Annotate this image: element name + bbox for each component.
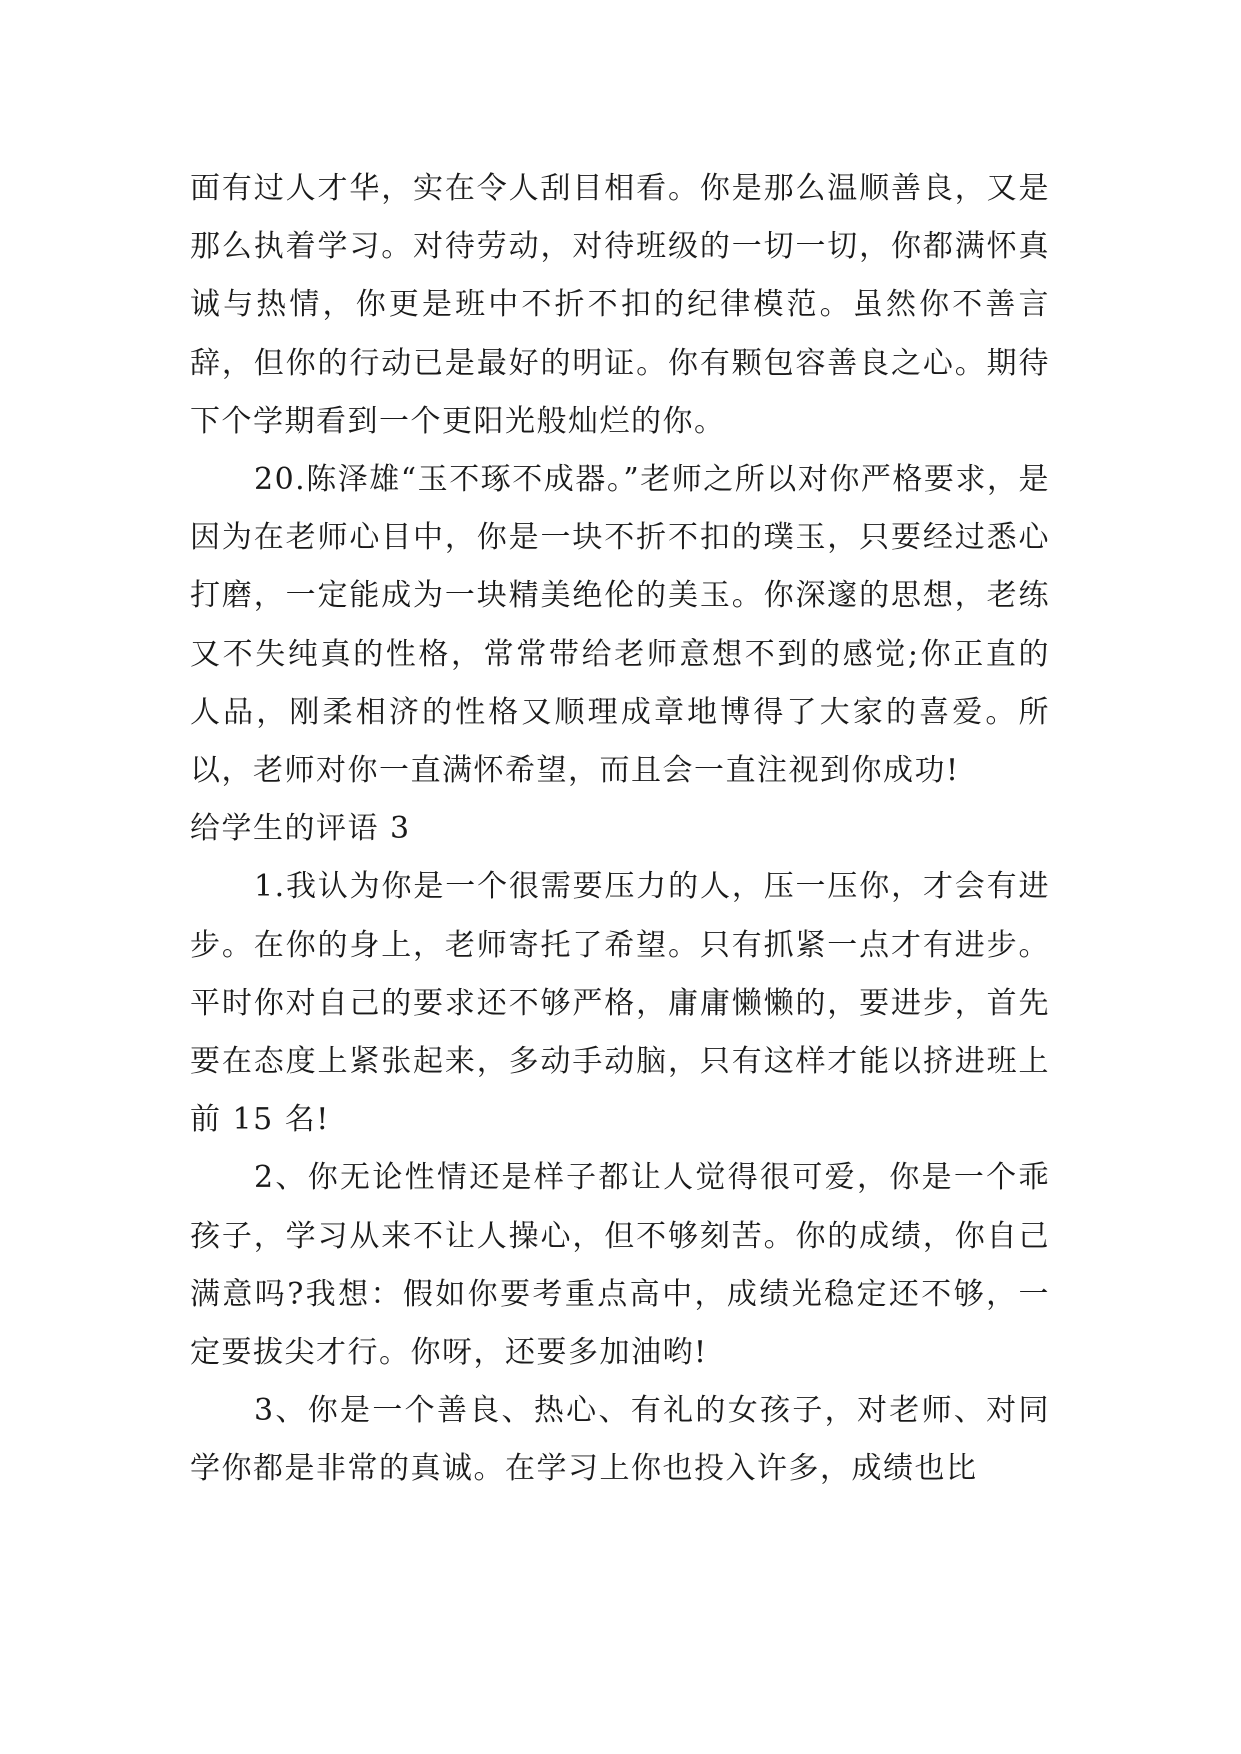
document-page: [190, 160, 1050, 1499]
section-heading: 给学生的评语 3: [190, 811, 411, 847]
paragraph-continued: 面有过人才华，实在令人刮目相看。你是那么温顺善良，又是那么执着学习。对待劳动，对待班级的一切一切，你都满怀真诚与热情，你更是班中不折不扣的纪律模范。虽然你不善言辞，但你的行动已是最好的明证。你有颗包容善良之心。期待下个学期看到一个更阳光般灿烂的你。: [190, 171, 1050, 439]
paragraph-comment-20: 20.陈泽雄“玉不琢不成器。”老师之所以对你严格要求，是因为在老师心目中，你是一块不折不扣的璞玉，只要经过悉心打磨，一定能成为一块精美绝伦的美玉。你深邃的思想，老练又不失纯真的性格，常常带给老师意想不到的感觉;你正直的人品，刚柔相济的性格又顺理成章地博得了大家的喜爱。所以，老师对你一直满怀希望，而且会一直注视到你成功!: [190, 462, 1050, 789]
paragraph-comment-1: 1.我认为你是一个很需要压力的人，压一压你，才会有进步。在你的身上，老师寄托了希望。只有抓紧一点才有进步。平时你对自己的要求还不够严格，庸庸懒懒的，要进步，首先要在态度上紧张起来，多动手动脑，只有这样才能以挤进班上前 15 名!: [190, 869, 1050, 1138]
paragraph-comment-3: 3、你是一个善良、热心、有礼的女孩子，对老师、对同学你都是非常的真诚。在学习上你也投入许多，成绩也比: [190, 1393, 1050, 1487]
paragraph-comment-2: 2、你无论性情还是样子都让人觉得很可爱，你是一个乖孩子，学习从来不让人操心，但不够刻苦。你的成绩，你自己满意吗?我想：假如你要考重点高中，成绩光稳定还不够，一定要拔尖才行。你呀，还要多加油哟!: [190, 1160, 1050, 1371]
